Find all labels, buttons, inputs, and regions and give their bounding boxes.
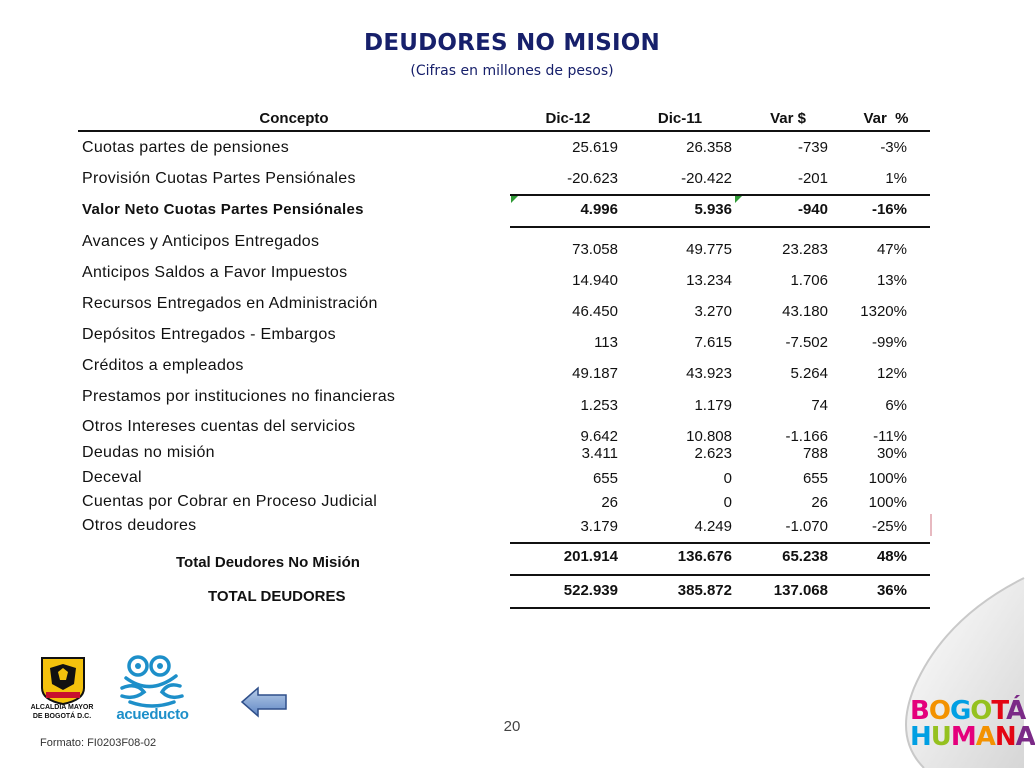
- cell-dic12: 3.411: [581, 445, 618, 462]
- rule-valor-neto-bottom: [510, 226, 930, 228]
- col-header-dic12: Dic-12: [545, 110, 591, 127]
- humana-letter: A: [1015, 722, 1035, 752]
- cell-dic11: 3.270: [694, 303, 732, 320]
- cell-var: -739: [797, 139, 828, 156]
- row-label: Cuentas por Cobrar en Proceso Judicial: [82, 493, 378, 510]
- cell-var: -7.502: [785, 334, 828, 351]
- row-label: Depósitos Entregados - Embargos: [82, 326, 336, 343]
- cell-dic12: 113: [594, 334, 618, 351]
- cell-pct: -99%: [871, 334, 907, 351]
- rule-total-top: [510, 574, 930, 576]
- cell-dic11: 2.623: [694, 445, 732, 462]
- row-label: Otros deudores: [82, 517, 197, 534]
- cell-dic11: 5.936: [694, 201, 732, 218]
- cell-var: 23.283: [782, 241, 828, 258]
- cell-dic11: 13.234: [686, 272, 732, 289]
- col-header-var: Var $: [770, 110, 806, 127]
- humana-letter: A: [975, 722, 995, 752]
- total-pct: 36%: [876, 582, 907, 599]
- cell-pct: 13%: [876, 272, 907, 289]
- cell-edge-mark: [930, 514, 932, 536]
- cell-dic12: 25.619: [572, 139, 618, 156]
- cell-dic11: 26.358: [686, 139, 732, 156]
- back-arrow-icon[interactable]: [240, 685, 288, 719]
- page-number: 20: [503, 718, 521, 735]
- row-label: Anticipos Saldos a Favor Impuestos: [82, 264, 348, 281]
- bogota-letter: O: [970, 696, 992, 726]
- humana-word: [910, 722, 1035, 752]
- bogota-humana-logo: [910, 696, 1035, 752]
- cell-pct: 1%: [885, 170, 907, 187]
- cell-dic11: 0: [723, 470, 732, 487]
- row-label: Cuotas partes de pensiones: [82, 139, 290, 156]
- row-label: Deudas no misión: [82, 444, 215, 461]
- col-header-concepto: Concepto: [259, 110, 329, 127]
- total-no-mision-pct: 48%: [876, 548, 907, 565]
- total-var: 137.068: [773, 582, 828, 599]
- cell-dic11: 10.808: [686, 428, 732, 445]
- bogota-letter: T: [991, 696, 1007, 726]
- cell-dic11: 43.923: [686, 365, 732, 382]
- rule-total-no-mision-top: [510, 542, 930, 544]
- cell-var: -1.070: [785, 518, 828, 535]
- cell-marker-dic12: [511, 196, 518, 203]
- cell-dic11: 7.615: [694, 334, 732, 351]
- header-rule: [78, 130, 930, 132]
- bogota-letter: Á: [1006, 696, 1026, 726]
- cell-dic12: 3.179: [580, 518, 618, 535]
- total-dic12: 522.939: [563, 582, 618, 599]
- cell-dic12: 655: [592, 470, 618, 487]
- cell-var: -1.166: [785, 428, 828, 445]
- humana-letter: U: [930, 722, 951, 752]
- total-no-mision-var: 65.238: [782, 548, 828, 565]
- cell-var: 655: [802, 470, 828, 487]
- cell-pct: 1320%: [860, 303, 907, 320]
- bogota-letter: O: [928, 696, 950, 726]
- total-no-mision-dic12: 201.914: [563, 548, 618, 565]
- cell-pct: 47%: [876, 241, 907, 258]
- row-label: Provisión Cuotas Partes Pensiónales: [82, 170, 356, 187]
- row-label: Valor Neto Cuotas Partes Pensiónales: [82, 201, 364, 218]
- humana-letter: M: [950, 722, 976, 752]
- cell-dic12: 26: [601, 494, 618, 511]
- row-label: Otros Intereses cuentas del servicios: [82, 418, 356, 435]
- row-label: Créditos a empleados: [82, 357, 244, 374]
- row-label: Prestamos por instituciones no financieras: [82, 388, 396, 405]
- page-subtitle: (Cifras en millones de pesos): [410, 63, 614, 79]
- cell-pct: -11%: [873, 428, 907, 445]
- alcaldia-line-1: ALCALDÍA MAYOR: [30, 704, 94, 711]
- cell-dic12: 49.187: [572, 365, 618, 382]
- row-label: Deceval: [82, 469, 142, 486]
- cell-dic11: 0: [723, 494, 732, 511]
- cell-dic12: 9.642: [580, 428, 618, 445]
- cell-dic11: 49.775: [686, 241, 732, 258]
- cell-pct: 6%: [885, 397, 907, 414]
- alcaldia-line-2: DE BOGOTÁ D.C.: [32, 713, 92, 720]
- cell-pct: 100%: [868, 470, 907, 487]
- cell-dic11: 4.249: [694, 518, 732, 535]
- page-title: DEUDORES NO MISION: [364, 30, 660, 56]
- cell-pct: -16%: [871, 201, 907, 218]
- cell-pct: 100%: [868, 494, 907, 511]
- formato-code: Formato: FI0203F08-02: [40, 737, 157, 749]
- row-label: Recursos Entregados en Administración: [82, 295, 378, 312]
- bogota-word: [910, 696, 1026, 726]
- bogota-letter: B: [910, 696, 929, 726]
- cell-dic12: 46.450: [572, 303, 618, 320]
- cell-pct: 12%: [876, 365, 907, 382]
- cell-var: 5.264: [790, 365, 828, 382]
- cell-var: 43.180: [782, 303, 828, 320]
- cell-var: 1.706: [790, 272, 828, 289]
- total-dic11: 385.872: [677, 582, 732, 599]
- total-no-mision-label: Total Deudores No Misión: [176, 554, 360, 571]
- col-header-pct: Var %: [863, 110, 909, 127]
- cell-var: 788: [802, 445, 828, 462]
- cell-pct: -25%: [871, 518, 907, 535]
- col-header-dic11: Dic-11: [657, 110, 703, 127]
- cell-var: 26: [811, 494, 828, 511]
- total-no-mision-dic11: 136.676: [677, 548, 732, 565]
- row-label: Avances y Anticipos Entregados: [82, 233, 320, 250]
- rule-valor-neto-top: [510, 194, 930, 196]
- cell-dic12: -20.623: [567, 170, 618, 187]
- humana-letter: H: [910, 722, 931, 752]
- humana-letter: N: [994, 722, 1016, 752]
- cell-pct: -3%: [880, 139, 907, 156]
- acueducto-label: acueducto: [116, 706, 189, 723]
- cell-dic12: 1.253: [580, 397, 618, 414]
- bogota-letter: G: [949, 696, 971, 726]
- cell-dic12: 14.940: [572, 272, 618, 289]
- cell-var: -201: [797, 170, 828, 187]
- cell-pct: 30%: [876, 445, 907, 462]
- total-label: TOTAL DEUDORES: [208, 588, 346, 605]
- cell-dic12: 4.996: [580, 201, 618, 218]
- cell-var: 74: [811, 397, 828, 414]
- alcaldia-label: [20, 703, 104, 721]
- cell-dic11: 1.179: [694, 397, 732, 414]
- cell-dic11: -20.422: [681, 170, 732, 187]
- cell-var: -940: [797, 201, 828, 218]
- cell-dic12: 73.058: [572, 241, 618, 258]
